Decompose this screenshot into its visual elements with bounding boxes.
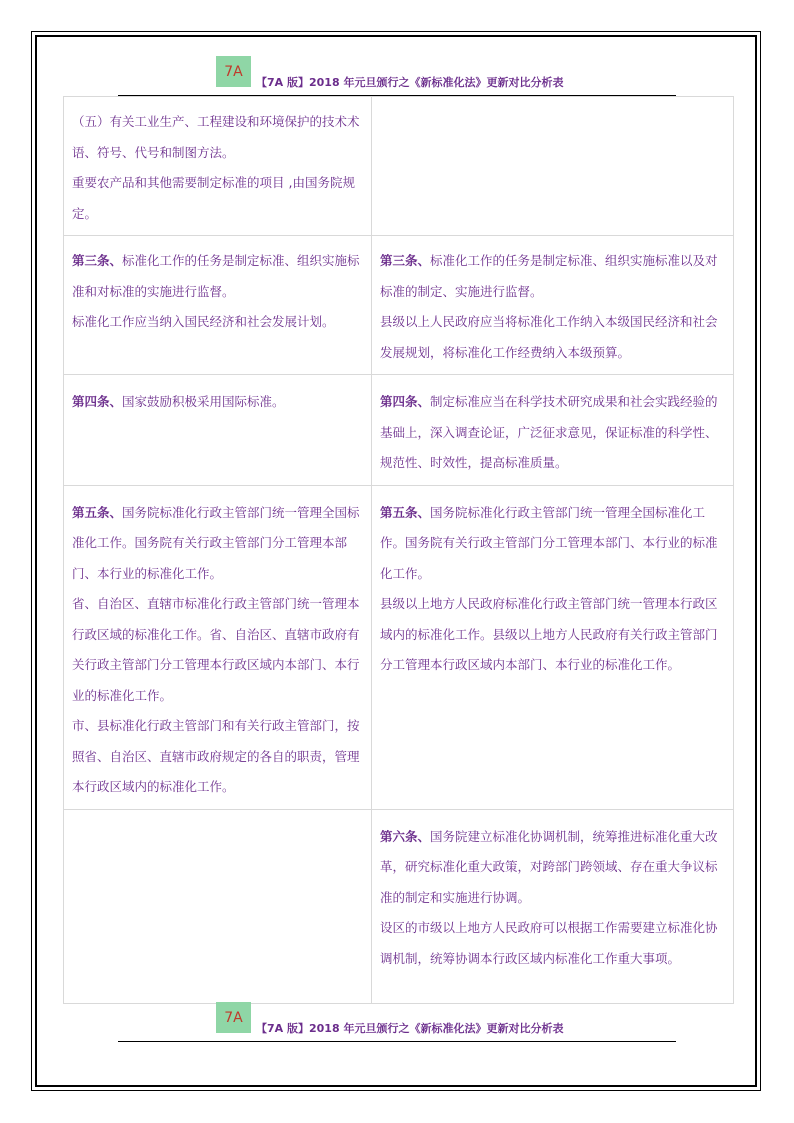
table-row [64, 485, 734, 809]
article-paragraph [72, 498, 363, 590]
article-text: 国务院建立标准化协调机制，统筹推进标准化重大改革，研究标准化重大政策，对跨部门跨领域、存在重大争议标准的制定和实施进行协调。 [380, 828, 718, 905]
article-number: 第三条、 [72, 253, 123, 268]
article-text: 县级以上地方人民政府标准化行政主管部门统一管理本行政区域内的标准化工作。县级以上地方人民政府有关行政主管部门分工管理本行政区域内本部门、本行业的标准化工作。 [380, 596, 718, 672]
article-text: 标准化工作应当纳入国民经济和社会发展计划。 [72, 314, 335, 329]
article-text: 县级以上人民政府应当将标准化工作纳入本级国民经济和社会发展规划，将标准化工作经费纳入本级预算。 [380, 314, 718, 360]
article-text: 市、县标准化行政主管部门和有关行政主管部门，按照省、自治区、直辖市政府规定的各自的职责，管理本行政区域内的标准化工作。 [72, 718, 360, 794]
article-text: 设区的市级以上地方人民政府可以根据工作需要建立标准化协调机制，统筹协调本行政区域内标准化工作重大事项。 [380, 920, 718, 966]
article-paragraph [72, 246, 363, 307]
article-paragraph [72, 711, 363, 803]
article-paragraph [72, 589, 363, 711]
table-row [64, 236, 734, 375]
article-text: 制定标准应当在科学技术研究成果和社会实践经验的基础上，深入调查论证，广泛征求意见，保证标准的科学性、规范性、时效性，提高标准质量。 [380, 394, 718, 470]
old-law-cell [64, 485, 372, 809]
article-text: 重要农产品和其他需要制定标准的项目 ,由国务院规定。 [72, 175, 355, 221]
page-footer [118, 1002, 676, 1042]
footer-logo: 7A [216, 1002, 251, 1033]
article-text: 国务院标准化行政主管部门统一管理全国标准化工作。国务院有关行政主管部门分工管理本部门、本行业的标准化工作。 [72, 504, 360, 581]
page-header [118, 56, 676, 96]
article-text: 国务院标准化行政主管部门统一管理全国标准化工作。国务院有关行政主管部门分工管理本部门、本行业的标准化工作。 [380, 504, 718, 581]
article-paragraph [72, 168, 363, 229]
article-paragraph [380, 498, 725, 590]
article-text: 标准化工作的任务是制定标准、组织实施标准以及对标准的制定、实施进行监督。 [380, 253, 718, 299]
new-law-cell [372, 236, 734, 375]
article-paragraph [72, 387, 363, 418]
new-law-cell [372, 485, 734, 809]
article-text: 国家鼓励积极采用国际标准。 [122, 394, 285, 409]
article-paragraph [380, 246, 725, 307]
old-law-cell [64, 375, 372, 486]
article-paragraph [380, 307, 725, 368]
article-paragraph [380, 913, 725, 974]
new-law-cell [372, 375, 734, 486]
article-text: （五）有关工业生产、工程建设和环境保护的技术术语、符号、代号和制图方法。 [72, 114, 360, 160]
footer-title: 【7A 版】2018 年元旦颁行之《新标准化法》更新对比分析表 [256, 1022, 564, 1035]
article-paragraph [72, 307, 363, 338]
old-law-cell [64, 236, 372, 375]
article-number: 第三条、 [380, 253, 431, 268]
table-row [64, 375, 734, 486]
article-paragraph [72, 107, 363, 168]
article-paragraph [380, 589, 725, 681]
article-number: 第四条、 [72, 394, 123, 409]
article-number: 第六条、 [380, 828, 431, 844]
article-number: 第四条、 [380, 394, 431, 409]
comparison-table [63, 96, 734, 1004]
new-law-cell [372, 809, 734, 1003]
article-paragraph [380, 387, 725, 479]
article-paragraph [380, 822, 725, 914]
old-law-cell [64, 97, 372, 236]
article-number: 第五条、 [380, 504, 431, 520]
article-text: 省、自治区、直辖市标准化行政主管部门统一管理本行政区域的标准化工作。省、自治区、直辖市政府有关行政主管部门分工管理本行政区域内本部门、本行业的标准化工作。 [72, 596, 360, 703]
new-law-cell [372, 97, 734, 236]
table-row [64, 97, 734, 236]
header-logo: 7A [216, 56, 251, 87]
article-text: 标准化工作的任务是制定标准、组织实施标准和对标准的实施进行监督。 [72, 253, 360, 299]
article-number: 第五条、 [72, 504, 123, 520]
table-row [64, 809, 734, 1003]
header-title: 【7A 版】2018 年元旦颁行之《新标准化法》更新对比分析表 [256, 76, 564, 89]
old-law-cell [64, 809, 372, 1003]
